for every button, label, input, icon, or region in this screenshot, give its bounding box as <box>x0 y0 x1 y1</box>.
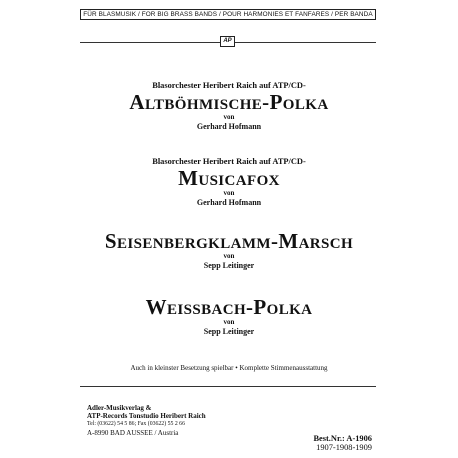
publisher-line-2: ATP-Records Tonstudio Heribert Raich <box>87 412 206 421</box>
piece-1 <box>0 81 458 132</box>
publisher-phone: Tel: (03622) 54 5 86; Fax (03622) 55 2 66 <box>87 421 185 428</box>
piece-1-composer: Gerhard Hofmann <box>196 122 262 131</box>
publisher-address <box>87 404 277 437</box>
order-number: Best.Nr.: A-1906 <box>313 434 372 443</box>
piece-2-von: von <box>223 189 235 197</box>
bottom-divider <box>80 386 376 387</box>
publisher-line-1: Adler-Musikverlag & <box>87 404 152 412</box>
piece-4-title: Weissbach-Polka <box>145 295 313 319</box>
piece-1-von: von <box>223 113 235 121</box>
piece-2-composer: Gerhard Hofmann <box>196 198 262 207</box>
piece-4-composer: Sepp Leitinger <box>203 327 255 336</box>
publisher-city: A-8990 BAD AUSSEE / Austria <box>87 428 179 437</box>
publisher-logo-icon: AP <box>220 36 235 47</box>
piece-4 <box>0 296 458 337</box>
piece-3-von: von <box>223 252 235 260</box>
piece-3-composer: Sepp Leitinger <box>203 261 255 270</box>
piece-2-title: Musicafox <box>178 166 280 190</box>
piece-3-title: Seisenbergklamm-Marsch <box>104 229 354 253</box>
piece-2-intro: Blasorchester Heribert Raich auf ATP/CD- <box>152 157 306 166</box>
category-banner: FÜR BLASMUSIK / FOR BIG BRASS BANDS / POUR HARMONIES ET FANFARES / PER BANDA <box>80 9 376 20</box>
instrumentation-note: Auch in kleinster Besetzung spielbar • Komplette Stimmenausstattung <box>130 364 328 372</box>
piece-1-title: Altböhmische-Polka <box>129 90 329 114</box>
piece-2 <box>0 157 458 208</box>
order-range: 1907-1908-1909 <box>316 443 372 453</box>
piece-3 <box>0 230 458 271</box>
piece-1-intro: Blasorchester Heribert Raich auf ATP/CD- <box>152 81 306 90</box>
order-info <box>296 434 372 453</box>
piece-4-von: von <box>223 318 235 326</box>
